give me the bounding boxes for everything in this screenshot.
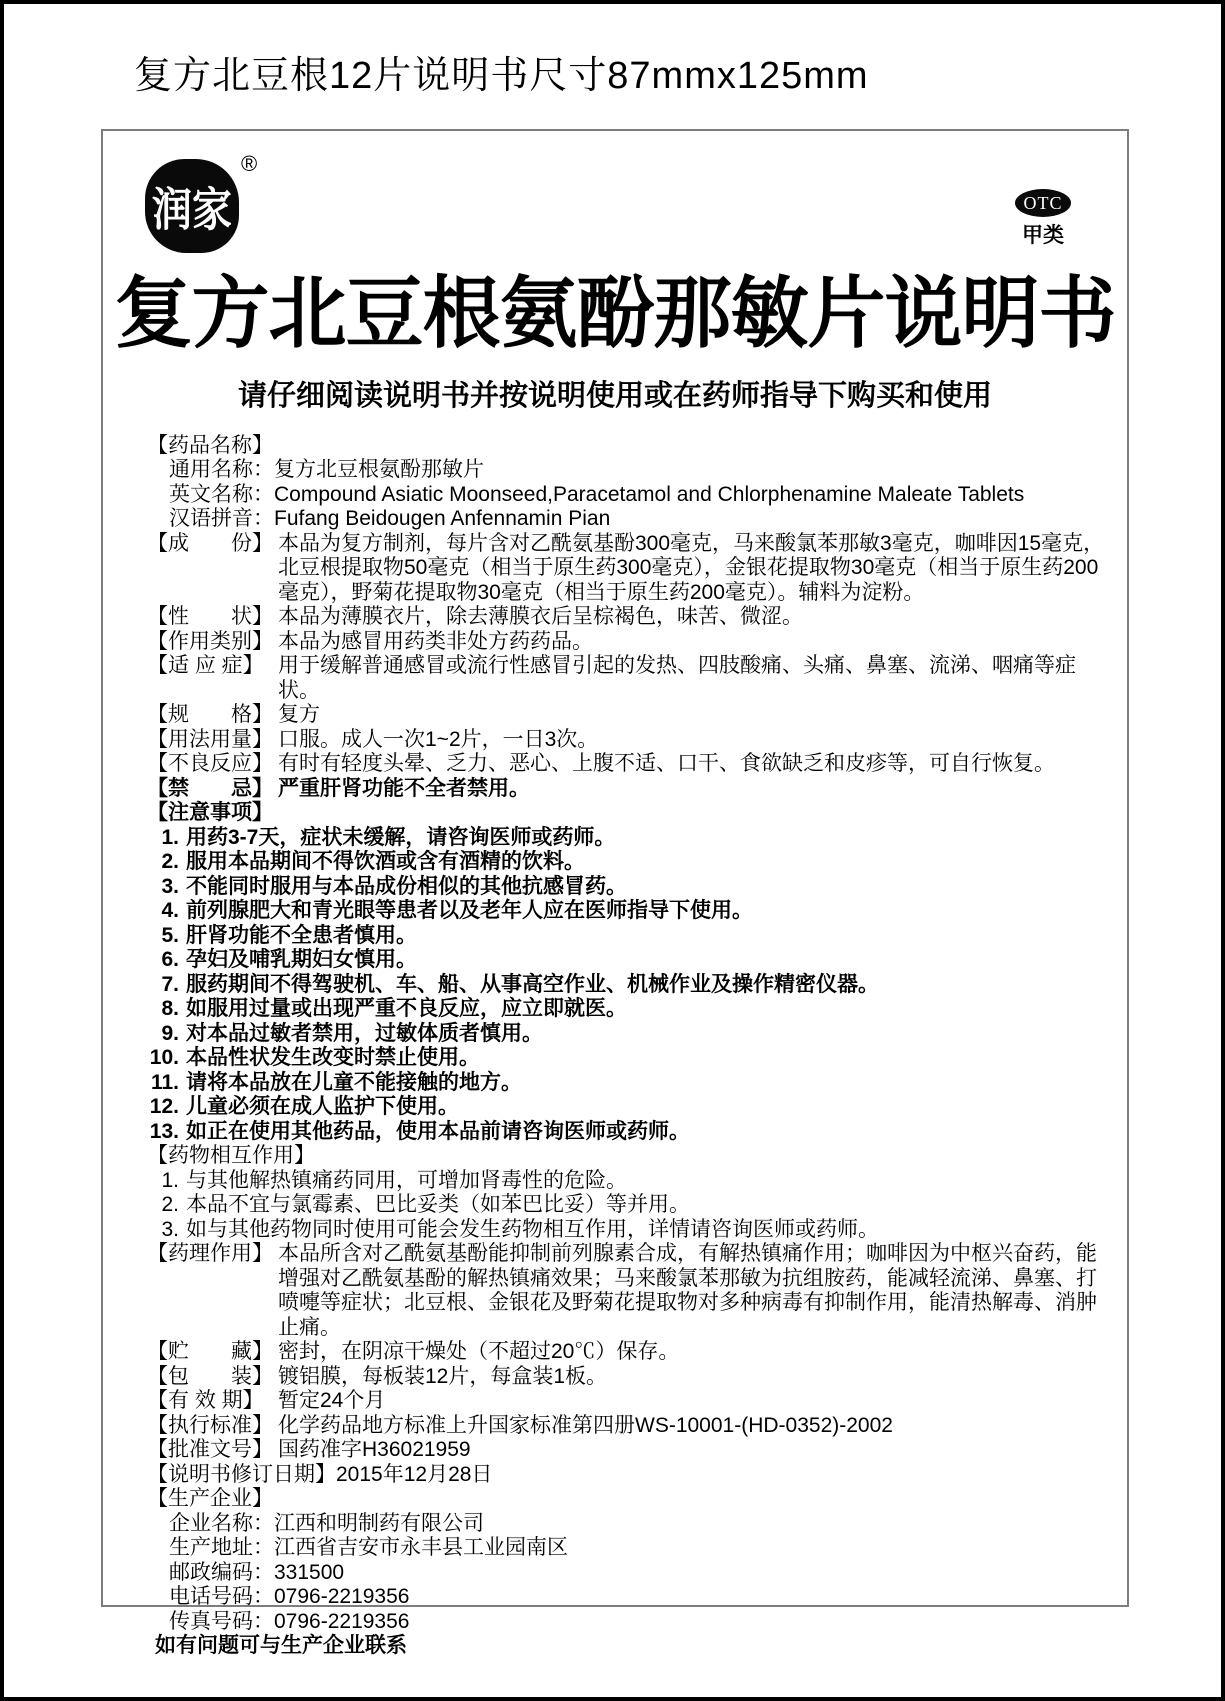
manufacturer-row	[147, 1585, 1105, 1610]
item-text: 孕妇及哺乳期妇女慎用。	[186, 948, 417, 972]
revision-date-label: 【说明书修订日期】	[147, 1462, 336, 1486]
fax-label: 传真号码：	[169, 1609, 274, 1633]
manufacturer-row	[147, 1512, 1105, 1537]
approval-number-text: 国药准字H36021959	[278, 1438, 471, 1462]
item-number: 2.	[161, 850, 179, 874]
contraindications-text: 严重肝肾功能不全者禁用。	[278, 776, 530, 800]
category-text: 本品为感冒用药类非处方药药品。	[278, 629, 593, 653]
item-number: 1.	[161, 1168, 179, 1192]
drug-title: 复方北豆根氨酚那敏片说明书	[114, 269, 1116, 357]
item-text: 服用本品期间不得饮酒或含有酒精的饮料。	[186, 850, 585, 874]
company-name-label: 企业名称：	[169, 1511, 274, 1535]
precaution-item	[147, 899, 1105, 924]
dosage-text: 口服。成人一次1~2片，一日3次。	[278, 727, 599, 751]
precaution-item	[147, 973, 1105, 998]
section-pharmacology	[147, 1242, 1105, 1340]
item-number: 6.	[161, 948, 179, 972]
pinyin-name-value: Fufang Beidougen Anfennamin Pian	[274, 507, 611, 531]
section-drug-name: 【药品名称】	[147, 433, 273, 457]
generic-name-row	[147, 458, 1105, 483]
pinyin-name-label: 汉语拼音：	[169, 507, 274, 531]
address-value: 江西省吉安市永丰县工业园南区	[274, 1536, 568, 1560]
precaution-item	[147, 1046, 1105, 1071]
pharmacology-label: 【药理作用】	[147, 1242, 273, 1266]
item-text: 不能同时服用与本品成份相似的其他抗感冒药。	[186, 874, 627, 898]
manufacturer-row	[147, 1536, 1105, 1561]
section-contraindications	[147, 777, 1105, 802]
otc-badge	[1015, 189, 1071, 249]
otc-class-label: 甲类	[1022, 224, 1064, 247]
section-properties	[147, 605, 1105, 630]
phone-value: 0796-2219356	[274, 1585, 410, 1609]
packaging-text: 镀铝膜，每板装12片，每盒装1板。	[278, 1364, 608, 1388]
interaction-item	[147, 1169, 1105, 1194]
item-text: 肝肾功能不全患者慎用。	[186, 923, 417, 947]
item-text: 请将本品放在儿童不能接触的地方。	[186, 1070, 522, 1094]
dosage-label: 【用法用量】	[147, 727, 273, 751]
item-text: 本品不宜与氯霉素、巴比妥类（如苯巴比妥）等并用。	[186, 1193, 690, 1217]
item-text: 本品性状发生改变时禁止使用。	[186, 1046, 480, 1070]
item-number: 13.	[149, 1119, 179, 1143]
item-number: 3.	[161, 1217, 179, 1241]
document-size-title: 复方北豆根12片说明书尺寸87mmx125mm	[134, 55, 869, 97]
section-approval-number	[147, 1438, 1105, 1463]
item-text: 如正在使用其他药品，使用本品前请咨询医师或药师。	[186, 1119, 690, 1143]
section-manufacturer: 【生产企业】	[147, 1487, 273, 1511]
adverse-reactions-text: 有时有轻度头晕、乏力、恶心、上腹不适、口干、食欲缺乏和皮疹等，可自行恢复。	[278, 752, 1055, 776]
item-text: 儿童必须在成人监护下使用。	[186, 1095, 459, 1119]
properties-label: 【性 状】	[147, 605, 273, 629]
item-text: 与其他解热镇痛药同用，可增加肾毒性的危险。	[186, 1168, 627, 1192]
standard-label: 【执行标准】	[147, 1413, 273, 1437]
section-interactions: 【药物相互作用】	[147, 1144, 315, 1168]
precaution-item	[147, 924, 1105, 949]
company-name-value: 江西和明制药有限公司	[274, 1511, 484, 1535]
item-text: 服药期间不得驾驶机、车、船、从事高空作业、机械作业及操作精密仪器。	[186, 972, 879, 996]
english-name-row	[147, 483, 1105, 508]
section-adverse-reactions	[147, 752, 1105, 777]
item-number: 2.	[161, 1193, 179, 1217]
otc-ellipse-icon: OTC	[1015, 189, 1071, 217]
packaging-label: 【包 装】	[147, 1364, 273, 1388]
precaution-item	[147, 1022, 1105, 1047]
section-indications	[147, 654, 1105, 703]
item-number: 12.	[149, 1095, 179, 1119]
specification-text: 复方	[278, 703, 320, 727]
section-precautions: 【注意事项】	[147, 801, 273, 825]
section-standard	[147, 1414, 1105, 1439]
composition-text: 本品为复方制剂，每片含对乙酰氨基酚300毫克，马来酸氯苯那敏3毫克，咖啡因15毫克，北豆根提取物50毫克（相当于原生药300毫克），金银花提取物30毫克（相当于原生药200毫克），野菊花提取物30毫克（相当于原生药200毫克）。辅料为淀粉。	[278, 531, 1105, 604]
contraindications-label: 【禁 忌】	[147, 776, 273, 800]
brand-logo-text: 润家	[152, 184, 232, 236]
composition-label: 【成 份】	[147, 531, 273, 555]
section-composition	[147, 532, 1105, 606]
interaction-item	[147, 1218, 1105, 1243]
item-text: 对本品过敏者禁用，过敏体质者慎用。	[186, 1021, 543, 1045]
item-number: 5.	[161, 923, 179, 947]
english-name-label: 英文名称：	[169, 482, 274, 506]
revision-date-text: 2015年12月28日	[336, 1462, 493, 1486]
item-number: 8.	[161, 997, 179, 1021]
storage-label: 【贮 藏】	[147, 1340, 273, 1364]
manufacturer-row	[147, 1610, 1105, 1635]
item-number: 4.	[161, 899, 179, 923]
item-text: 如服用过量或出现严重不良反应，应立即就医。	[186, 997, 627, 1021]
english-name-value: Compound Asiatic Moonseed,Paracetamol and Chlorphenamine Maleate Tablets	[274, 482, 1025, 506]
generic-name-value: 复方北豆根氨酚那敏片	[274, 458, 484, 482]
precaution-item	[147, 948, 1105, 973]
precaution-item	[147, 826, 1105, 851]
read-instructions-notice: 请仔细阅读说明书并按说明使用或在药师指导下购买和使用	[237, 379, 992, 412]
category-label: 【作用类别】	[147, 629, 273, 653]
precaution-item	[147, 997, 1105, 1022]
section-dosage	[147, 728, 1105, 753]
insert-body	[147, 434, 1105, 1659]
indications-text: 用于缓解普通感冒或流行性感冒引起的发热、四肢酸痛、头痛、鼻塞、流涕、咽痛等症状。	[278, 654, 1076, 702]
precaution-item	[147, 875, 1105, 900]
item-text: 前列腺肥大和青光眼等患者以及老年人应在医师指导下使用。	[186, 899, 753, 923]
precaution-item	[147, 1120, 1105, 1145]
item-text: 用药3-7天，症状未缓解，请咨询医师或药师。	[186, 825, 616, 849]
precaution-item	[147, 850, 1105, 875]
address-label: 生产地址：	[169, 1536, 274, 1560]
properties-text: 本品为薄膜衣片，除去薄膜衣后呈棕褐色，味苦、微涩。	[278, 605, 803, 629]
section-storage	[147, 1340, 1105, 1365]
approval-number-label: 【批准文号】	[147, 1438, 273, 1462]
fax-value: 0796-2219356	[274, 1609, 410, 1633]
storage-text: 密封，在阴凉干燥处（不超过20℃）保存。	[278, 1340, 680, 1364]
item-number: 3.	[161, 874, 179, 898]
adverse-reactions-label: 【不良反应】	[147, 752, 273, 776]
indications-label: 【适 应 症】	[147, 654, 264, 678]
manufacturer-row	[147, 1561, 1105, 1586]
specification-label: 【规 格】	[147, 703, 273, 727]
validity-text: 暂定24个月	[278, 1389, 386, 1413]
precaution-item	[147, 1071, 1105, 1096]
postcode-label: 邮政编码：	[169, 1560, 274, 1584]
item-text: 如与其他药物同时使用可能会发生药物相互作用，详情请咨询医师或药师。	[186, 1217, 879, 1241]
contact-manufacturer-note: 如有问题可与生产企业联系	[155, 1634, 407, 1658]
item-number: 10.	[149, 1046, 179, 1070]
insert-sheet	[101, 129, 1129, 1658]
item-number: 7.	[161, 972, 179, 996]
section-revision-date	[147, 1463, 1105, 1488]
standard-text: 化学药品地方标准上升国家标准第四册WS-10001-(HD-0352)-2002	[278, 1413, 893, 1437]
precaution-item	[147, 1095, 1105, 1120]
section-specification	[147, 703, 1105, 728]
pharmacology-text: 本品所含对乙酰氨基酚能抑制前列腺素合成，有解热镇痛作用；咖啡因为中枢兴奋药，能增强对乙酰氨基酚的解热镇痛效果；马来酸氯苯那敏为抗组胺药，能减轻流涕、鼻塞、打喷嚏等症状；北豆根、金银花及野菊花提取物对多种病毒有抑制作用，能清热解毒、消肿止痛。	[278, 1242, 1097, 1339]
validity-label: 【有 效 期】	[147, 1389, 264, 1413]
pinyin-name-row	[147, 507, 1105, 532]
item-number: 9.	[161, 1021, 179, 1045]
postcode-value: 331500	[274, 1560, 345, 1584]
section-category	[147, 630, 1105, 655]
brand-logo	[145, 159, 239, 253]
phone-label: 电话号码：	[169, 1585, 274, 1609]
item-number: 1.	[161, 825, 179, 849]
registered-trademark-icon: ®	[241, 151, 258, 176]
section-packaging	[147, 1365, 1105, 1390]
item-number: 11.	[150, 1070, 179, 1094]
generic-name-label: 通用名称：	[169, 458, 274, 482]
interaction-item	[147, 1193, 1105, 1218]
section-validity	[147, 1389, 1105, 1414]
